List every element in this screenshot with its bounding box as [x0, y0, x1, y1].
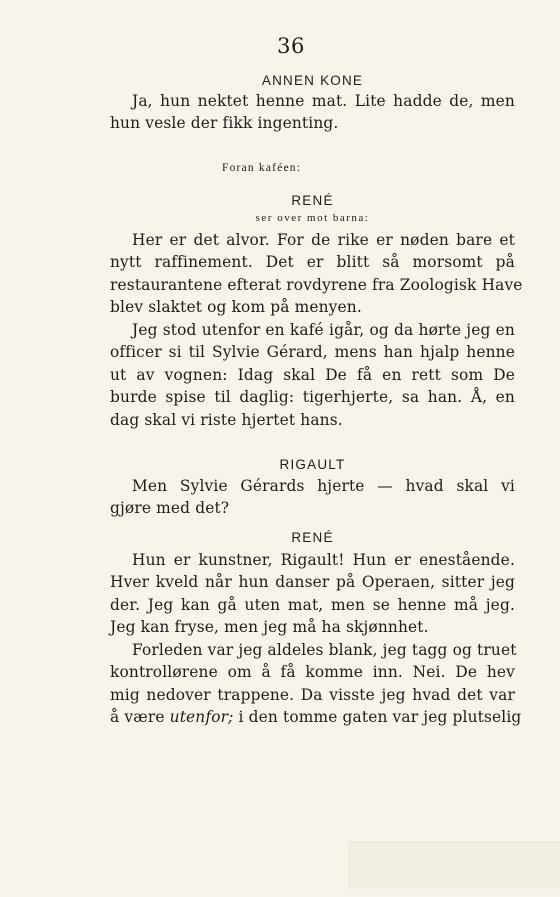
text-line: burde spise til daglig: tigerhjerte, sa han. Å, en: [110, 388, 515, 407]
paragraph-5: [110, 549, 515, 639]
text-line: blev slaktet og kom på menyen.: [110, 298, 362, 317]
text-line: ut av vognen: Idag skal De få en rett som De: [110, 365, 515, 384]
speaker-rene: RENÉ: [291, 193, 334, 208]
text-line: officer si til Sylvie Gérard, mens han hjalp henne: [110, 343, 515, 362]
text-line: hun vesle der fikk ingenting.: [110, 114, 339, 133]
paragraph-1: [110, 90, 515, 135]
speaker-rene-2: RENÉ: [291, 530, 334, 545]
text-line: mig nedover trappene. Da visste jeg hvad det var: [110, 685, 515, 704]
text-line: Ja, hun nektet henne mat. Lite hadde de, men: [132, 92, 515, 110]
stage-direction: ser over mot barna:: [255, 212, 370, 224]
speaker-rigault: RIGAULT: [279, 457, 346, 472]
paragraph-3: [110, 319, 515, 431]
text-line: dag skal vi riste hjertet hans.: [110, 410, 343, 429]
text-line: restaurantene efterat rovdyrene fra Zoologisk Have: [110, 275, 523, 294]
text-line: Men Sylvie Gérards hjerte — hvad skal vi: [132, 477, 515, 495]
text-fragment: å være: [110, 708, 170, 727]
text-line: Her er det alvor. For de rike er nøden bare et: [132, 231, 515, 249]
text-line: Jeg kan fryse, men jeg må ha skjønnhet.: [110, 618, 429, 637]
scene-direction: Foran kaféen:: [222, 162, 302, 174]
paragraph-4: [110, 475, 515, 520]
paragraph-2: [110, 229, 523, 319]
text-line: der. Jeg kan gå uten mat, men se henne må jeg.: [110, 595, 515, 614]
text-line: Jeg stod utenfor en kafé igår, og da hørte jeg en: [132, 321, 515, 339]
page-number: 36: [277, 34, 305, 58]
text-line: Hver kveld når hun danser på Operaen, sitter jeg: [110, 573, 515, 592]
text-line: gjøre med det?: [110, 499, 230, 518]
text-fragment: i den tomme gaten var jeg plutselig: [233, 708, 522, 727]
emphasis-text: utenfor;: [169, 708, 234, 727]
text-line: Hun er kunstner, Rigault! Hun er enestående.: [132, 551, 515, 569]
paper-stain: [349, 842, 560, 889]
text-line: kontrollørene om å få komme inn. Nei. De hev: [110, 663, 515, 682]
text-line: nytt raffinement. Det er blitt så morsomt på: [110, 253, 515, 272]
text-line: Forleden var jeg aldeles blank, jeg tagg og truet: [132, 641, 517, 659]
text-line: [110, 706, 522, 728]
paragraph-6: [110, 639, 522, 729]
speaker-annen-kone: ANNEN KONE: [261, 73, 364, 88]
